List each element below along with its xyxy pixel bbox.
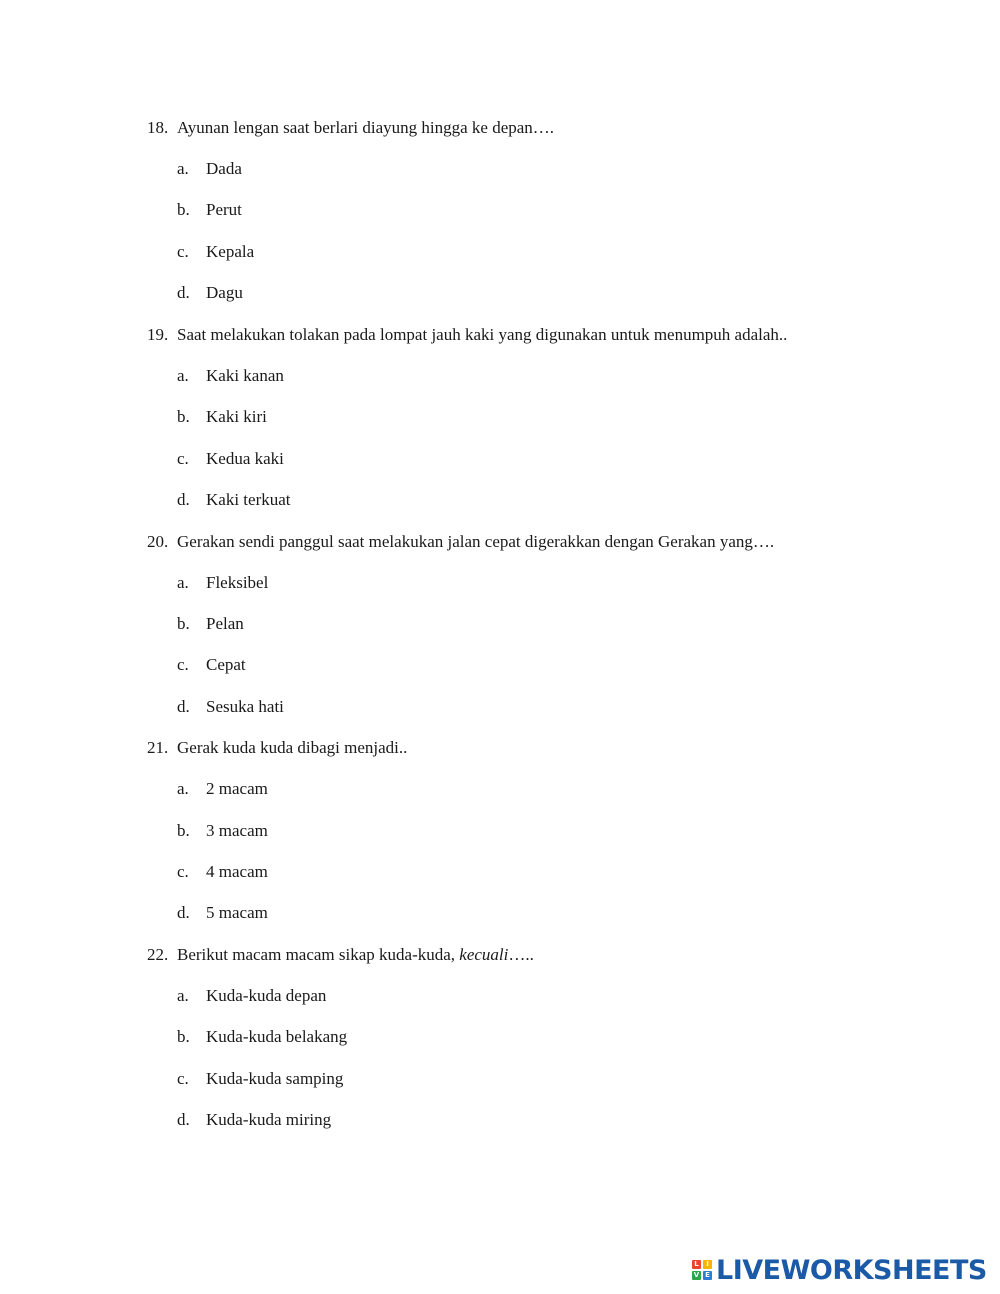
option-letter: b.: [177, 821, 190, 840]
question-text: [177, 945, 534, 965]
question-number: 22.: [147, 945, 169, 964]
option-text: Kaki kiri: [206, 407, 267, 426]
option-letter: b.: [177, 407, 190, 426]
option-text: Fleksibel: [206, 573, 269, 592]
question-number: 20.: [147, 532, 169, 551]
option-text: 2 macam: [206, 779, 268, 798]
option-letter: c.: [177, 1069, 189, 1088]
option-text: 3 macam: [206, 821, 268, 840]
option-text: Kuda-kuda samping: [206, 1069, 344, 1088]
question-text: Gerak kuda kuda dibagi menjadi..: [177, 738, 408, 757]
question-text: Ayunan lengan saat berlari diayung hingga ke depan….: [177, 118, 555, 137]
option-text: Kedua kaki: [206, 449, 284, 468]
option-letter: a.: [177, 159, 189, 178]
option-letter: d.: [177, 1110, 190, 1129]
option-text: Kepala: [206, 242, 255, 261]
option-text: Kaki kanan: [206, 366, 284, 385]
question-number: 19.: [147, 325, 169, 344]
option-letter: d.: [177, 697, 190, 716]
option-letter: a.: [177, 986, 189, 1005]
option-letter: b.: [177, 614, 190, 633]
question-text-suffix: …..: [508, 945, 534, 964]
option-letter: c.: [177, 242, 189, 261]
option-text: Kuda-kuda belakang: [206, 1027, 348, 1046]
question-number: 21.: [147, 738, 169, 757]
option-text: Kaki terkuat: [206, 490, 291, 509]
option-letter: d.: [177, 283, 190, 302]
question-text-prefix: Berikut macam macam sikap kuda-kuda,: [177, 945, 460, 964]
option-letter: a.: [177, 779, 189, 798]
option-letter: c.: [177, 655, 189, 674]
option-text: 5 macam: [206, 903, 268, 922]
option-text: Kuda-kuda depan: [206, 986, 327, 1005]
option-text: Cepat: [206, 655, 246, 674]
option-text: Dagu: [206, 283, 243, 302]
option-letter: b.: [177, 200, 190, 219]
question-text: Gerakan sendi panggul saat melakukan jalan cepat digerakkan dengan Gerakan yang….: [177, 532, 775, 551]
logo-mark-icon: [692, 1260, 712, 1280]
logo-text: LIVEWORKSHEETS: [716, 1254, 987, 1286]
option-text: 4 macam: [206, 862, 268, 881]
logo-mark-tile-v: V: [693, 1271, 700, 1279]
option-text: Kuda-kuda miring: [206, 1110, 332, 1129]
option-text: Dada: [206, 159, 242, 178]
logo-mark-tile-l: L: [692, 1260, 701, 1269]
logo-mark-tile-i: I: [703, 1260, 712, 1269]
liveworksheets-logo: [692, 1255, 987, 1285]
option-letter: d.: [177, 490, 190, 509]
option-letter: a.: [177, 573, 189, 592]
option-letter: c.: [177, 862, 189, 881]
option-text: Perut: [206, 200, 242, 219]
option-letter: b.: [177, 1027, 190, 1046]
option-text: Sesuka hati: [206, 697, 284, 716]
option-text: Pelan: [206, 614, 244, 633]
question-text-emphasis: kecuali: [459, 945, 509, 964]
question-number: 18.: [147, 118, 169, 137]
option-letter: c.: [177, 449, 189, 468]
option-letter: a.: [177, 366, 189, 385]
option-letter: d.: [177, 903, 190, 922]
question-text: Saat melakukan tolakan pada lompat jauh kaki yang digunakan untuk menumpuh adalah..: [177, 325, 788, 344]
logo-mark-tile-e: E: [703, 1271, 712, 1280]
